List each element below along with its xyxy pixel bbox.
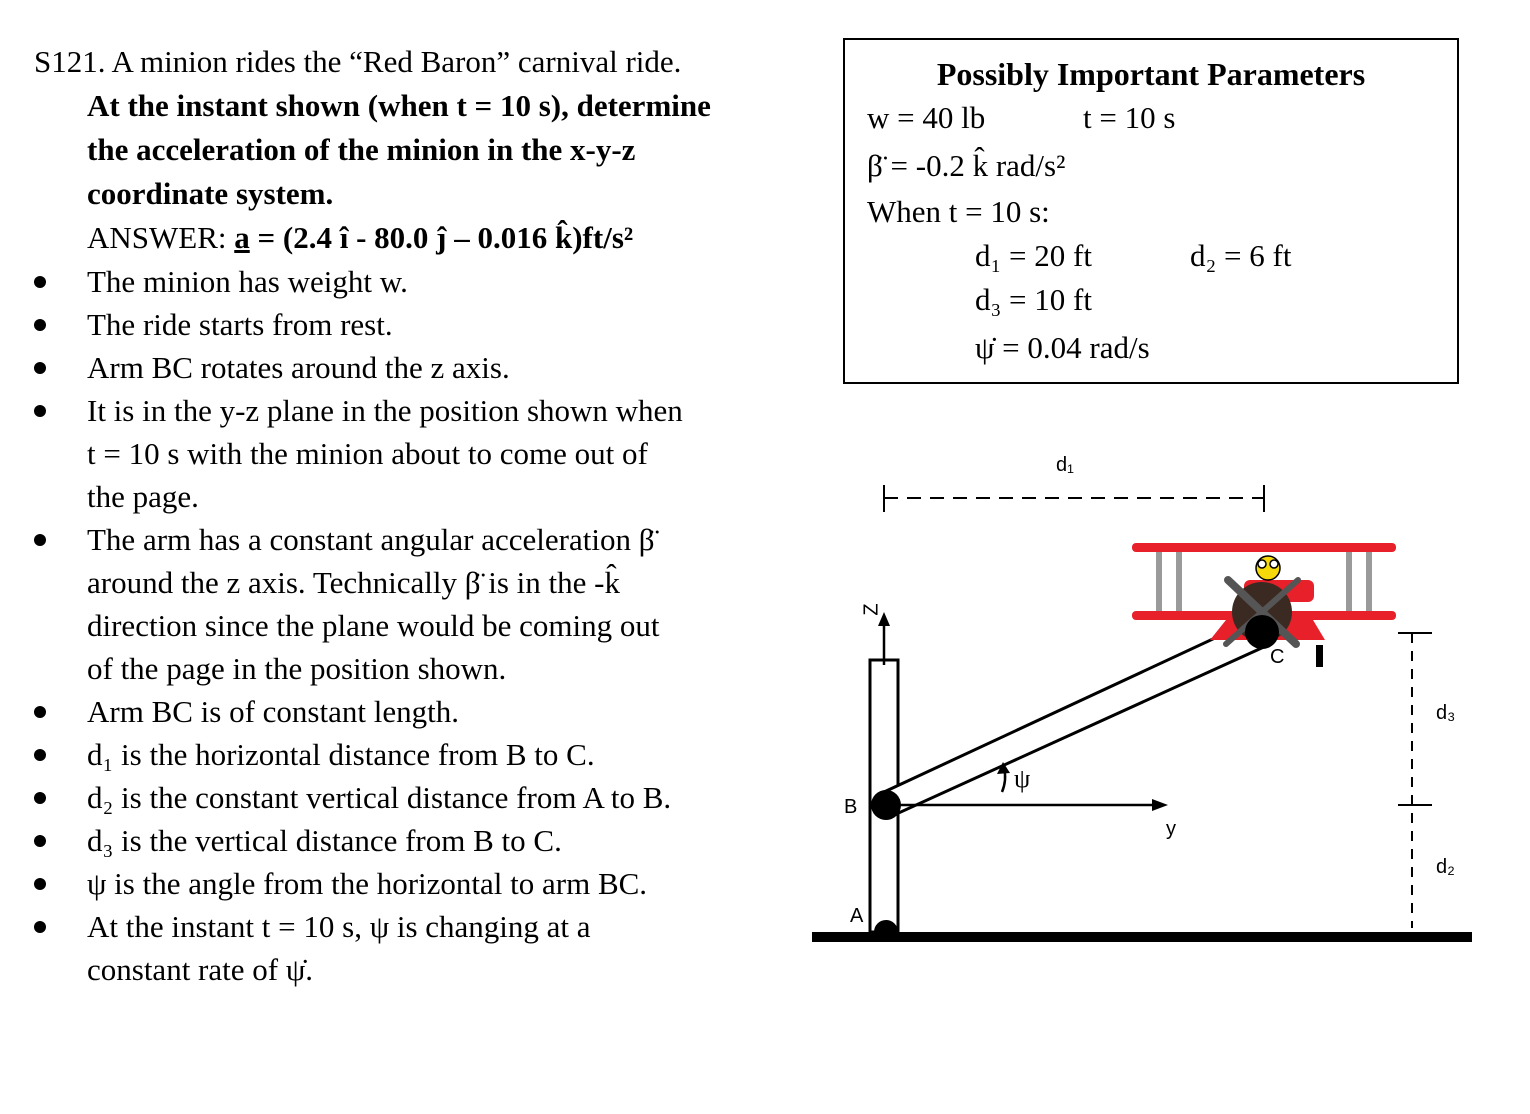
bullet-dot — [34, 276, 46, 288]
assumption-line: It is in the y-z plane in the position shown when — [87, 393, 683, 428]
assumption-line: d₂ is the constant vertical distance from A to B. — [87, 780, 672, 815]
bullet-dot — [34, 706, 46, 718]
ground-line — [812, 932, 1472, 942]
assumption-line: The ride starts from rest. — [87, 307, 393, 342]
assumption-line: constant rate of ψ̇. — [87, 952, 313, 987]
assumption-line: t = 10 s with the minion about to come out of — [87, 436, 648, 471]
answer-prefix: ANSWER: — [87, 220, 235, 255]
bullet-dot — [34, 749, 46, 761]
param-d1: d₁ = 20 ft — [975, 238, 1092, 273]
bullet-dot — [34, 534, 46, 546]
param-weight: w = 40 lb — [867, 100, 986, 135]
assumption-line: Arm BC is of constant length. — [87, 694, 459, 729]
assumption-item — [34, 346, 824, 389]
y-axis-label: y — [1166, 818, 1176, 840]
assumption-line: d₁ is the horizontal distance from B to C. — [87, 737, 595, 772]
bullet-dot — [34, 792, 46, 804]
assumption-item — [34, 260, 824, 303]
joint-c — [1245, 615, 1279, 649]
parameters-title: Possibly Important Parameters — [936, 56, 1366, 92]
param-when: When t = 10 s: — [867, 194, 1050, 229]
d1-label: d₁ — [1056, 454, 1074, 476]
assumption-line: ψ is the angle from the horizontal to arm BC. — [87, 866, 648, 901]
assumption-item — [34, 518, 824, 690]
strut-right-inner — [1346, 552, 1352, 614]
answer-variable: a — [234, 220, 250, 255]
y-axis-arrowhead — [1152, 799, 1168, 811]
assumption-item — [34, 819, 824, 862]
bullet-dot — [34, 878, 46, 890]
strut-right-outer — [1366, 552, 1372, 614]
assumption-line: The arm has a constant angular acceleration β̈ — [87, 522, 655, 557]
assumption-line: At the instant t = 10 s, ψ is changing at a — [87, 909, 591, 944]
assumption-line: d₃ is the vertical distance from B to C. — [87, 823, 562, 858]
assumption-line: of the page in the position shown. — [87, 651, 507, 686]
bullet-dot — [34, 319, 46, 331]
parameters-box — [843, 38, 1459, 384]
problem-heading: S121. A minion rides the “Red Baron” carnival ride. — [34, 44, 682, 79]
assumption-line: the page. — [87, 479, 199, 514]
param-time: t = 10 s — [1083, 100, 1176, 135]
assumption-item — [34, 905, 824, 991]
minion-goggle-left — [1258, 560, 1266, 568]
point-c-label: C — [1270, 646, 1285, 668]
strut-left-outer — [1156, 552, 1162, 614]
arm-bc — [884, 618, 1266, 816]
point-a-label: A — [850, 905, 864, 927]
d2-label: d₂ — [1436, 856, 1455, 878]
question-line-2: the acceleration of the minion in the x-y-z — [87, 132, 636, 167]
assumption-item — [34, 690, 824, 733]
assumption-item — [34, 389, 824, 518]
assumption-item — [34, 733, 824, 776]
joint-b — [871, 790, 901, 820]
ride-diagram-svg — [800, 440, 1500, 1000]
question-line-1: At the instant shown (when t = 10 s), determine — [87, 88, 711, 123]
bullet-dot — [34, 405, 46, 417]
answer-line — [34, 216, 824, 260]
assumption-line: around the z axis. Technically β̈ is in the -k̂ — [87, 565, 620, 600]
bullet-dot — [34, 362, 46, 374]
assumption-line: Arm BC rotates around the z axis. — [87, 350, 510, 385]
param-d3: d₃ = 10 ft — [975, 282, 1092, 317]
problem-statement — [34, 40, 824, 991]
assumption-line: direction since the plane would be coming out — [87, 608, 660, 643]
assumption-list — [34, 260, 824, 991]
d3-label: d₃ — [1436, 702, 1456, 724]
bullet-dot — [34, 835, 46, 847]
point-b-label: B — [844, 796, 858, 818]
ride-diagram — [800, 440, 1500, 1000]
param-psi-dot: ψ̇ = 0.04 rad/s — [975, 330, 1150, 365]
psi-label: ψ — [1014, 764, 1031, 793]
assumption-line: The minion has weight w. — [87, 264, 408, 299]
param-beta-ddot: β̈ = -0.2 k̂ rad/s² — [867, 148, 1066, 183]
bullet-dot — [34, 921, 46, 933]
tail-wheel — [1316, 645, 1323, 667]
assumption-item — [34, 776, 824, 819]
question-line-3-text: coordinate system. — [87, 176, 334, 211]
answer-value: = (2.4 î - 80.0 ĵ – 0.016 k̂)ft/s² — [249, 220, 634, 255]
strut-left-inner — [1176, 552, 1182, 614]
z-axis-label: Z — [860, 603, 883, 616]
assumption-item — [34, 303, 824, 346]
upper-wing — [1132, 543, 1396, 552]
minion-goggle-right — [1270, 560, 1278, 568]
question-line-3 — [34, 172, 824, 216]
param-d2: d₂ = 6 ft — [1190, 238, 1292, 273]
assumption-item — [34, 862, 824, 905]
